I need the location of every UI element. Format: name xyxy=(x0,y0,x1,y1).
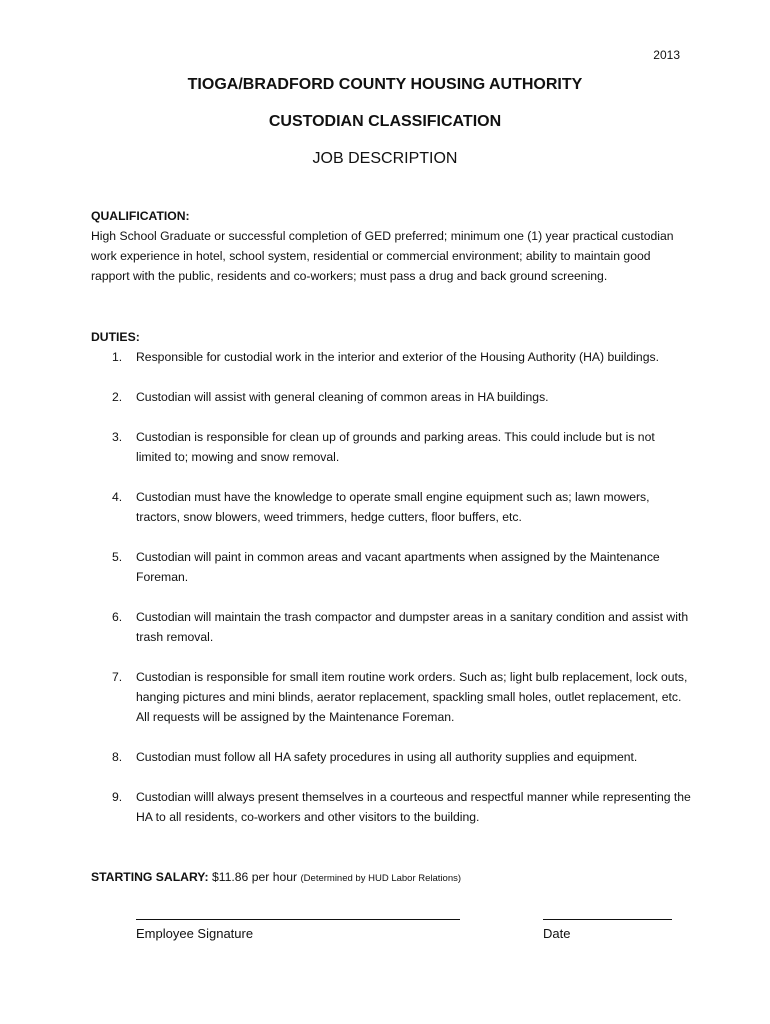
starting-salary xyxy=(91,867,461,889)
date-label: Date xyxy=(543,926,571,941)
duty-item xyxy=(91,787,691,827)
duty-number: 2. xyxy=(112,390,123,404)
salary-note: (Determined by HUD Labor Relations) xyxy=(300,873,462,884)
employee-signature-line[interactable] xyxy=(136,919,460,920)
duties-heading: DUTIES: xyxy=(91,330,140,344)
document-type-title: JOB DESCRIPTION xyxy=(312,150,458,167)
qualification-heading: QUALIFICATION: xyxy=(91,209,190,223)
qualification-text: High School Graduate or successful completion of GED preferred; minimum one (1) year practical custodian work experience in hotel, school system, residential or commercial environment; ability to maintain good rapport with the public, residents and co-workers; must pass a drug and back ground screening. xyxy=(91,229,674,283)
duty-item xyxy=(91,347,691,367)
classification-title: CUSTODIAN CLASSIFICATION xyxy=(268,113,502,130)
duty-number: 8. xyxy=(112,750,123,764)
duties-list xyxy=(91,347,691,847)
duty-item xyxy=(91,427,691,467)
salary-value: $11.86 per hour xyxy=(211,870,298,884)
duty-item xyxy=(91,747,691,767)
duty-text: Responsible for custodial work in the interior and exterior of the Housing Authority (HA) buildings. xyxy=(136,350,659,364)
duty-number: 4. xyxy=(112,490,123,504)
duty-text: Custodian will maintain the trash compactor and dumpster areas in a sanitary condition and assist with trash removal. xyxy=(136,610,689,644)
document-year: 2013 xyxy=(653,48,680,62)
duty-text: Custodian must have the knowledge to operate small engine equipment such as; lawn mowers, tractors, snow blowers, weed trimmers, hedge cutters, floor buffers, etc. xyxy=(136,490,650,524)
duty-number: 5. xyxy=(112,550,123,564)
duty-item xyxy=(91,667,691,727)
date-line[interactable] xyxy=(543,919,672,920)
duty-number: 1. xyxy=(112,350,123,364)
duty-number: 9. xyxy=(112,790,123,804)
duty-text: Custodian is responsible for clean up of grounds and parking areas. This could include but is not limited to; mowing and snow removal. xyxy=(136,430,655,464)
salary-label: STARTING SALARY: xyxy=(91,870,209,884)
duty-item xyxy=(91,387,691,407)
duty-number: 3. xyxy=(112,430,123,444)
duty-item xyxy=(91,547,691,587)
duty-text: Custodian willl always present themselves in a courteous and respectful manner while representing the HA to all residents, co-workers and other visitors to the building. xyxy=(136,790,691,824)
duty-text: Custodian will paint in common areas and vacant apartments when assigned by the Maintenance Foreman. xyxy=(136,550,660,584)
organization-title: TIOGA/BRADFORD COUNTY HOUSING AUTHORITY xyxy=(187,76,583,93)
duty-number: 7. xyxy=(112,670,123,684)
duty-text: Custodian is responsible for small item routine work orders. Such as; light bulb replacement, lock outs, hanging pictures and mini blinds, aerator replacement, spackling small holes, outlet replacement, etc. All requests will be assigned by the Maintenance Foreman. xyxy=(136,670,688,724)
duty-item xyxy=(91,487,691,527)
duty-number: 6. xyxy=(112,610,123,624)
employee-signature-label: Employee Signature xyxy=(136,926,254,941)
duty-item xyxy=(91,607,691,647)
duty-text: Custodian will assist with general cleaning of common areas in HA buildings. xyxy=(136,390,549,404)
duty-text: Custodian must follow all HA safety procedures in using all authority supplies and equipment. xyxy=(136,750,638,764)
